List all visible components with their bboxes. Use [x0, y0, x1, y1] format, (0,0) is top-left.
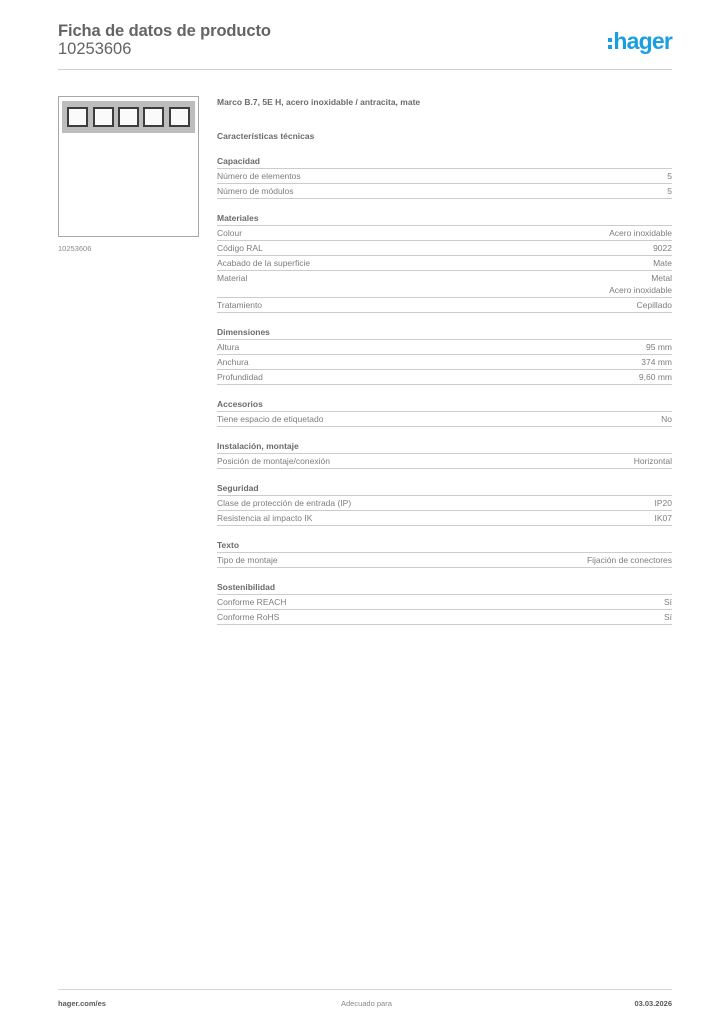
spec-value-line: IK07	[654, 513, 672, 523]
spec-value	[655, 497, 673, 509]
spec-row	[217, 271, 672, 298]
spec-value-line: IP20	[654, 498, 672, 508]
spec-label: Profundidad	[217, 372, 263, 382]
spec-value-line: 5	[667, 186, 672, 196]
spec-group	[217, 212, 672, 313]
spec-group	[217, 440, 672, 469]
spec-value-line: 95 mm	[646, 342, 672, 352]
spec-label: Conforme REACH	[217, 597, 287, 607]
spec-sheet	[217, 96, 672, 625]
spec-groups	[217, 155, 672, 625]
spec-label: Anchura	[217, 357, 249, 367]
spec-value	[641, 356, 672, 368]
spec-label: Altura	[217, 342, 240, 352]
spec-value	[667, 170, 672, 182]
spec-label: Tratamiento	[217, 300, 263, 310]
spec-label: Clase de protección de entrada (IP)	[217, 498, 352, 508]
spec-value	[634, 455, 672, 467]
spec-label: Código RAL	[217, 243, 263, 253]
spec-group	[217, 398, 672, 427]
spec-row	[217, 511, 672, 526]
group-title: Instalación, montaje	[217, 440, 672, 454]
spec-value	[667, 185, 672, 197]
spec-value	[639, 371, 672, 383]
spec-row	[217, 412, 672, 427]
spec-value-line: 5	[667, 171, 672, 181]
spec-row	[217, 226, 672, 241]
spec-label: Tiene espacio de etiquetado	[217, 414, 324, 424]
spec-value-line: 374 mm	[641, 357, 672, 367]
group-title: Accesorios	[217, 398, 672, 412]
spec-label: Número de módulos	[217, 186, 294, 196]
spec-label: Colour	[217, 228, 243, 238]
frame-slot	[118, 107, 139, 127]
spec-value	[609, 272, 672, 296]
spec-group	[217, 482, 672, 526]
footer-date: 03.03.2026	[634, 999, 672, 1008]
product-description: Marco B.7, 5E H, acero inoxidable / antracita, mate	[217, 97, 421, 107]
spec-value-line: Horizontal	[633, 456, 672, 466]
spec-value-line: Acero inoxidable	[609, 228, 672, 238]
spec-label: Posición de montaje/conexión	[217, 456, 330, 466]
product-number: 10253606	[58, 40, 132, 58]
spec-value	[655, 512, 673, 524]
spec-label: Tipo de montaje	[217, 555, 278, 565]
logo-text: hager	[613, 28, 672, 54]
product-image	[58, 96, 199, 237]
spec-row	[217, 610, 672, 625]
spec-row	[217, 454, 672, 469]
group-title: Seguridad	[217, 482, 672, 496]
spec-value	[653, 257, 672, 269]
group-title: Sostenibilidad	[217, 581, 672, 595]
spec-value-line: Mate	[653, 258, 672, 268]
section-title: Características técnicas	[217, 131, 315, 141]
spec-value	[609, 227, 672, 239]
spec-value	[664, 611, 672, 623]
spec-value	[653, 242, 672, 254]
spec-row	[217, 256, 672, 271]
spec-label: Número de elementos	[217, 171, 301, 181]
spec-group	[217, 326, 672, 385]
frame-illustration	[62, 101, 195, 133]
footer-website: hager.com/es	[58, 999, 106, 1008]
spec-value-line: Sí	[663, 597, 672, 607]
spec-value	[637, 299, 672, 311]
group-title: Capacidad	[217, 155, 672, 169]
image-caption: 10253606	[58, 244, 92, 253]
spec-value	[587, 554, 672, 566]
page-header	[58, 20, 672, 70]
spec-group	[217, 155, 672, 199]
spec-row	[217, 241, 672, 256]
spec-label: Acabado de la superficie	[217, 258, 311, 268]
spec-value	[646, 341, 672, 353]
group-title: Texto	[217, 539, 672, 553]
spec-row	[217, 553, 672, 568]
spec-group	[217, 539, 672, 568]
spec-group	[217, 581, 672, 625]
spec-row	[217, 496, 672, 511]
spec-value-line: Fijación de conectores	[586, 555, 672, 565]
spec-row	[217, 370, 672, 385]
footer-note: Adecuado para	[341, 999, 392, 1008]
group-title: Materiales	[217, 212, 672, 226]
spec-row	[217, 355, 672, 370]
group-title: Dimensiones	[217, 326, 672, 340]
logo-colon-icon	[608, 36, 612, 50]
frame-slot	[169, 107, 190, 127]
spec-value	[664, 596, 672, 608]
spec-row	[217, 595, 672, 610]
spec-label: Material	[217, 273, 248, 283]
spec-value-line: 9,60 mm	[638, 372, 672, 382]
page-footer	[58, 989, 672, 1008]
spec-value-line: Acero inoxidable	[609, 285, 672, 295]
spec-label: Conforme RoHS	[217, 612, 280, 622]
spec-row	[217, 340, 672, 355]
spec-value	[661, 413, 672, 425]
spec-value-line: 9022	[653, 243, 672, 253]
frame-slot	[67, 107, 88, 127]
spec-row	[217, 169, 672, 184]
frame-slot	[143, 107, 164, 127]
hager-logo	[608, 28, 672, 55]
frame-slot	[93, 107, 114, 127]
spec-value-line: Cepillado	[636, 300, 672, 310]
page-title: Ficha de datos de producto	[58, 22, 271, 40]
spec-row	[217, 298, 672, 313]
spec-value-line: Metal	[651, 273, 672, 283]
spec-value-line: No	[661, 414, 672, 424]
spec-value-line: Sí	[663, 612, 672, 622]
spec-row	[217, 184, 672, 199]
spec-label: Resistencia al impacto IK	[217, 513, 313, 523]
